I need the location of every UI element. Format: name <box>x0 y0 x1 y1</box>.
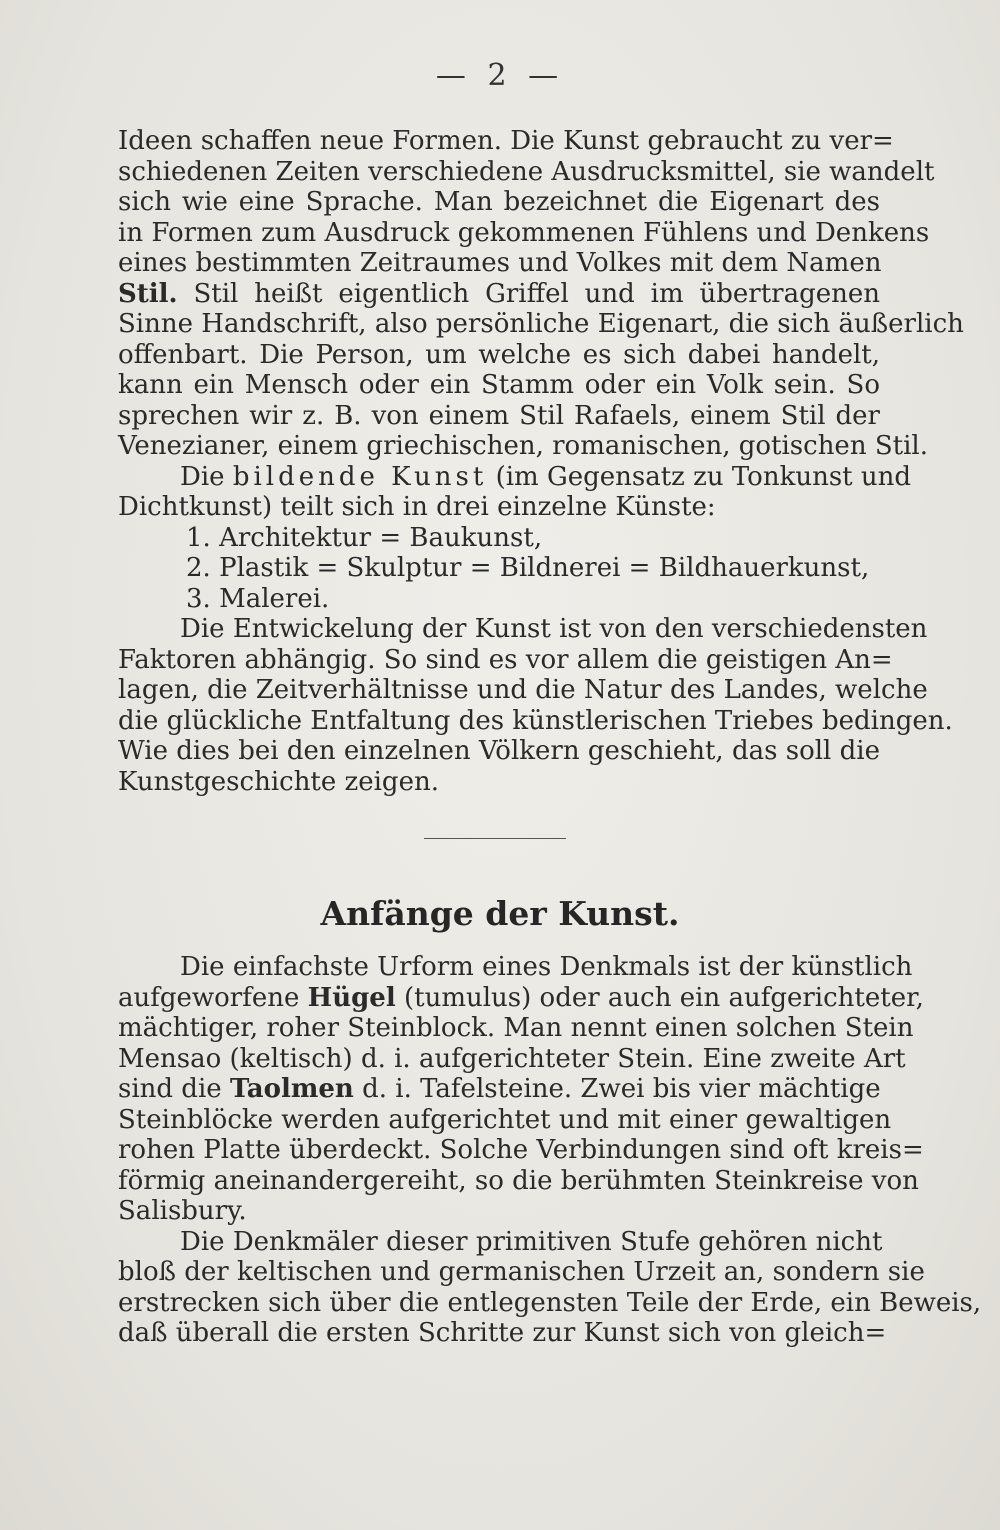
top-text-block <box>118 126 964 797</box>
text-line: Die einfachste Urform eines Denkmals ist der künstlich <box>180 952 913 982</box>
text-line: rohen Platte überdeckt. Solche Verbindungen sind oft kreis= <box>118 1135 924 1165</box>
text-line: bloß der keltischen und germanischen Urzeit an, sondern sie <box>118 1257 925 1287</box>
text-line: Mensao (keltisch) d. i. aufgerichteter Stein. Eine zweite Art <box>118 1043 906 1074</box>
emphasis-stil: Stil. <box>118 278 178 309</box>
list-item: 2. Plastik = Skulptur = Bildnerei = Bildhauerkunst, <box>186 553 870 583</box>
text-run: d. i. Tafelsteine. Zwei bis vier mächtige <box>362 1074 881 1104</box>
text-line: Dichtkunst) teilt sich in drei einzelne Künste: <box>118 492 716 522</box>
text-line <box>118 279 880 310</box>
text-line: mächtiger, roher Steinblock. Man nennt einen solchen Stein <box>118 1013 914 1043</box>
section-title: Anfänge der Kunst. <box>320 894 680 933</box>
list-item: 1. Architektur = Baukunst, <box>186 522 543 553</box>
text-run: sind die <box>118 1074 222 1104</box>
text-line: kann ein Mensch oder ein Stamm oder ein Volk sein. So <box>118 370 880 400</box>
text-line: erstrecken sich über die entlegensten Teile der Erde, ein Beweis, <box>118 1287 982 1318</box>
emphasis-taolmen: Taolmen <box>229 1074 354 1104</box>
text-line: Ideen schaffen neue Formen. Die Kunst gebraucht zu ver= <box>118 126 894 156</box>
text-line: sich wie eine Sprache. Man bezeichnet die Eigenart des <box>118 187 880 217</box>
page-number: — 2 — <box>435 58 565 93</box>
emphasis-bildende-kunst: bildende Kunst <box>232 461 488 492</box>
text-line: Steinblöcke werden aufgerichtet und mit einer gewaltigen <box>118 1104 892 1135</box>
text-line: in Formen zum Ausdruck gekommenen Fühlens und Denkens <box>118 217 930 248</box>
text-run: Die <box>180 461 225 492</box>
text-line: Die Entwickelung der Kunst ist von den verschiedensten <box>180 614 928 644</box>
text-line: Wie dies bei den einzelnen Völkern geschieht, das soll die <box>118 736 880 766</box>
text-line: Faktoren abhängig. So sind es vor allem die geistigen An= <box>118 644 893 675</box>
text-line <box>118 982 924 1014</box>
section-text-block <box>118 952 982 1349</box>
text-line <box>118 461 912 493</box>
text-line: die glückliche Entfaltung des künstlerischen Triebes bedingen. <box>118 705 953 736</box>
text-run: aufgeworfene <box>118 982 300 1013</box>
text-line: Sinne Handschrift, also persönliche Eigenart, die sich äußerlich <box>118 309 964 339</box>
text-line: Die Denkmäler dieser primitiven Stufe gehören nicht <box>180 1226 883 1257</box>
text-line: eines bestimmten Zeitraumes und Volkes mit dem Namen <box>118 248 882 278</box>
text-run: Stil heißt eigentlich Griffel und im übertragenen <box>177 278 880 309</box>
section-divider <box>424 838 566 839</box>
text-line: Salisbury. <box>118 1196 247 1226</box>
text-line: Venezianer, einem griechischen, romanischen, gotischen Stil. <box>118 431 928 461</box>
text-line: lagen, die Zeitverhältnisse und die Natur des Landes, welche <box>118 675 928 705</box>
text-run: (tumulus) oder auch ein aufgerichteter, <box>404 982 924 1013</box>
text-line: Kunstgeschichte zeigen. <box>118 766 439 797</box>
text-line: sprechen wir z. B. von einem Stil Rafaels, einem Stil der <box>118 400 880 431</box>
list-item: 3. Malerei. <box>186 583 330 614</box>
text-line: offenbart. Die Person, um welche es sich dabei handelt, <box>118 339 880 370</box>
text-line: schiedenen Zeiten verschiedene Ausdrucksmittel, sie wandelt <box>118 156 935 187</box>
emphasis-huegel: Hügel <box>307 982 396 1013</box>
text-line: daß überall die ersten Schritte zur Kunst sich von gleich= <box>118 1318 887 1348</box>
text-run: (im Gegensatz zu Tonkunst und <box>495 461 912 492</box>
text-line: förmig aneinandergereiht, so die berühmten Steinkreise von <box>118 1165 919 1196</box>
text-line <box>118 1074 880 1105</box>
